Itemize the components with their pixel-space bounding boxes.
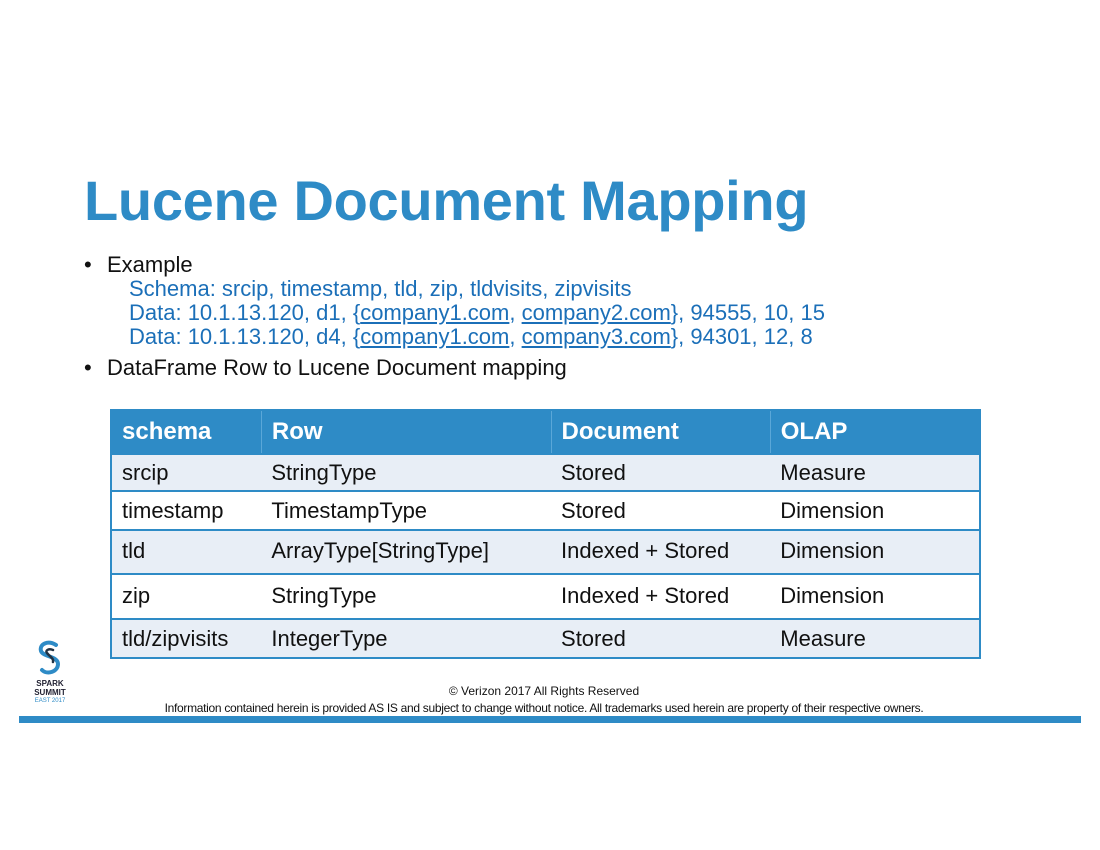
cell-schema: timestamp xyxy=(111,491,261,530)
company2-link[interactable]: company2.com xyxy=(521,300,671,325)
company1-link[interactable]: company1.com xyxy=(360,324,510,349)
bullet-mapping xyxy=(84,355,567,381)
data-prefix: Data: 10.1.13.120, d1, { xyxy=(129,300,361,325)
header-document: Document xyxy=(551,410,770,454)
cell-document: Stored xyxy=(551,491,770,530)
separator: , xyxy=(509,300,522,325)
cell-row: StringType xyxy=(261,454,551,491)
footer-copyright: © Verizon 2017 All Rights Reserved xyxy=(448,684,640,698)
separator: , xyxy=(509,324,522,349)
cell-olap: Dimension xyxy=(770,530,980,574)
header-row: Row xyxy=(261,410,551,454)
cell-row: StringType xyxy=(261,574,551,619)
table-row xyxy=(111,530,980,574)
cell-olap: Measure xyxy=(770,454,980,491)
cell-document: Stored xyxy=(551,454,770,491)
table-row xyxy=(111,619,980,658)
cell-schema: tld/zipvisits xyxy=(111,619,261,658)
cell-schema: srcip xyxy=(111,454,261,491)
cell-schema: tld xyxy=(111,530,261,574)
bullet-text: Example xyxy=(107,252,193,277)
schema-line: Schema: srcip, timestamp, tld, zip, tldvisits, zipvisits xyxy=(129,276,632,301)
data-suffix: }, 94301, 12, 8 xyxy=(670,324,813,349)
cell-row: IntegerType xyxy=(261,619,551,658)
logo-text-summit: SUMMIT xyxy=(34,688,66,697)
header-olap: OLAP xyxy=(770,410,980,454)
cell-schema: zip xyxy=(111,574,261,619)
footer-disclaimer: Information contained herein is provided AS IS and subject to change without notice. All trademarks used herein are property of their respective owners. xyxy=(164,701,924,715)
cell-olap: Dimension xyxy=(770,574,980,619)
data-prefix: Data: 10.1.13.120, d4, { xyxy=(129,324,361,349)
cell-document: Stored xyxy=(551,619,770,658)
bullet-text: DataFrame Row to Lucene Document mapping xyxy=(107,355,567,380)
data-line-2 xyxy=(129,325,813,349)
data-line-1 xyxy=(129,301,825,325)
company1-link[interactable]: company1.com xyxy=(360,300,510,325)
spark-summit-s-icon xyxy=(36,640,64,678)
footer-rule xyxy=(19,716,1081,723)
bullet-marker: • xyxy=(84,252,92,277)
logo-text-spark: SPARK xyxy=(36,679,64,688)
cell-row: ArrayType[StringType] xyxy=(261,530,551,574)
cell-document: Indexed + Stored xyxy=(551,574,770,619)
table-header-row xyxy=(111,410,980,454)
cell-olap: Dimension xyxy=(770,491,980,530)
logo-text-east: EAST 2017 xyxy=(34,698,66,704)
table-row xyxy=(111,491,980,530)
data-suffix: }, 94555, 10, 15 xyxy=(670,300,825,325)
cell-row: TimestampType xyxy=(261,491,551,530)
cell-document: Indexed + Stored xyxy=(551,530,770,574)
table-row xyxy=(111,454,980,491)
bullet-example xyxy=(84,252,193,278)
mapping-table xyxy=(110,409,981,659)
table-row xyxy=(111,574,980,619)
company3-link[interactable]: company3.com xyxy=(521,324,671,349)
bullet-marker: • xyxy=(84,355,92,380)
slide-title: Lucene Document Mapping xyxy=(84,169,809,232)
cell-olap: Measure xyxy=(770,619,980,658)
header-schema: schema xyxy=(111,410,261,454)
